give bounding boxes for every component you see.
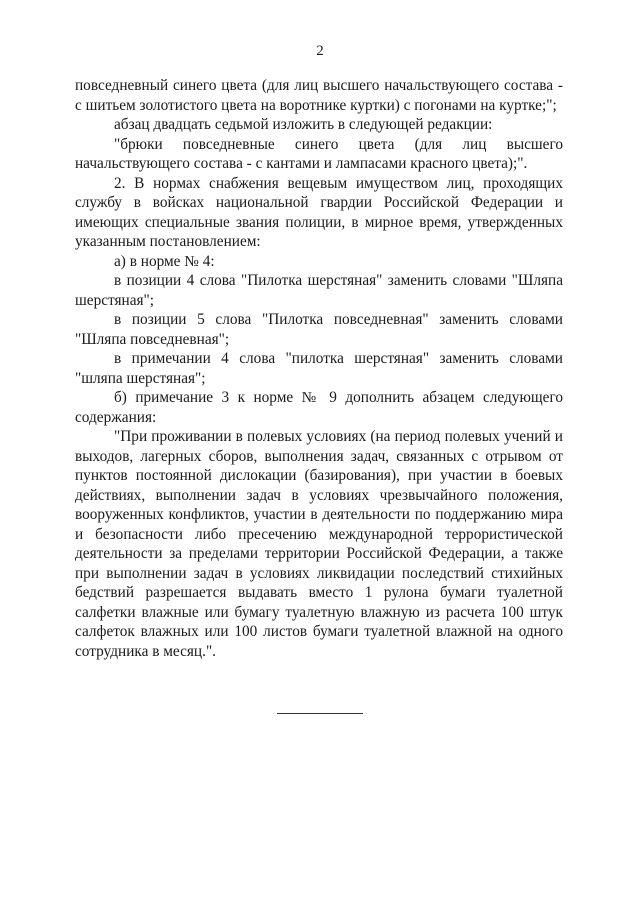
paragraph-6: в позиции 4 слова "Пилотка шерстяная" заменить словами "Шляпа шерстяная"; — [75, 272, 563, 309]
paragraph-2: абзац двадцать седьмой изложить в следующей редакции: — [114, 116, 493, 133]
separator-line — [277, 713, 363, 714]
paragraph-4: 2. В нормах снабжения вещевым имуществом лиц, проходящих службу в войсках национальной гвардии Российской Федерации и имеющих специальные звания полиции, в мирное время, утвержденных указанным постановлением: — [75, 174, 563, 250]
paragraph-9: б) примечание 3 к норме № 9 дополнить абзацем следующего содержания: — [75, 389, 563, 426]
document-body — [75, 76, 563, 661]
paragraph-8: в примечании 4 слова "пилотка шерстяная" заменить словами "шляпа шерстяная"; — [75, 350, 563, 387]
paragraph-3: "брюки повседневные синего цвета (для лиц высшего начальствующего состава - с кантами и лампасами красного цвета);". — [75, 135, 563, 172]
paragraph-7: в позиции 5 слова "Пилотка повседневная" заменить словами "Шляпа повседневная"; — [75, 311, 563, 348]
paragraph-10: "При проживании в полевых условиях (на период полевых учений и выходов, лагерных сборов, выполнения задач, связанных с отрывом от пунктов постоянной дислокации (базирования), при участии в боевых действиях, выполнении задач в условиях чрезвычайного положения, вооруженных конфликтов, участии в деятельности по поддержанию мира и безопасности либо пресечению международной террористической деятельности за пределами территории Российской Федерации, а также при выполнении задач в условиях ликвидации последствий стихийных бедствий разрешается выдавать вместо 1 рулона бумаги туалетной салфетки влажные или бумагу туалетную влажную из расчета 100 штук салфеток влажных или 100 листов бумаги туалетной влажной на одного сотрудника в месяц.". — [75, 428, 563, 660]
paragraph-5: а) в норме № 4: — [114, 252, 215, 270]
page-number: 2 — [316, 43, 324, 59]
paragraph-1: повседневный синего цвета (для лиц высшего начальствующего состава - с шитьем золотистого цвета на воротнике куртки) с погонами на куртке;"; — [75, 77, 563, 114]
